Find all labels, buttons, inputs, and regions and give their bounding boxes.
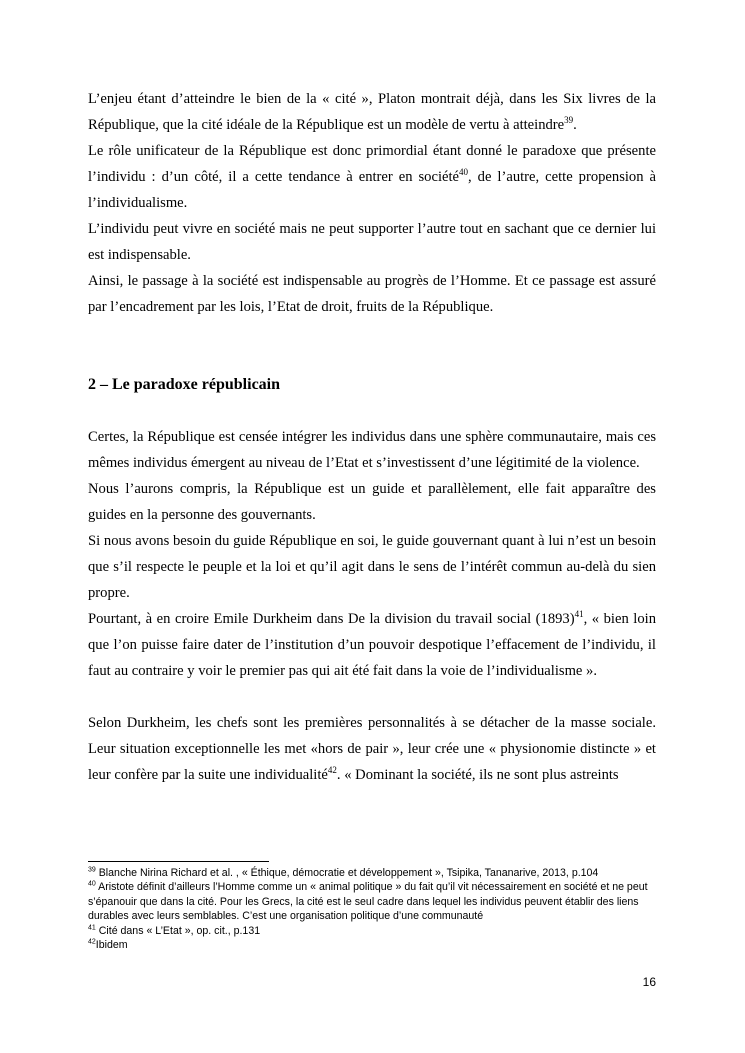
footnote-number: 39 [88,866,96,874]
footnote: $^{42}$Ibidem [88,938,128,952]
paragraph: Si nous avons besoin du guide République en soi, le guide gouvernant quant à lui n’est un besoin que s’il respecte le peuple et la loi et qu’il agit dans le sens de l’intérêt commun au-delà du sien propre. [88,533,656,601]
footnote-separator [88,861,269,862]
paragraph: Selon Durkheim, les chefs sont les premières personnalités à se détacher de la masse sociale. Leur situation exceptionnelle les met «hors de pair », leur crée une « physionomie distincte » et leur confère par la suite une individualité$^{42}$. « Dominant la société, ils ne sont plus astreints [88,715,656,783]
footnote: $^{41}$ Cité dans « L’Etat », op. cit., p.131 [88,924,261,937]
footnote-number: 41 [88,924,96,932]
paragraph: L’enjeu étant d’atteindre le bien de la « cité », Platon montrait déjà, dans les Six livres de la République, que la cité idéale de la République est un modèle de vertu à atteindre$^{39}$. [88,91,656,133]
footnotes [88,866,656,952]
paragraph: Pourtant, à en croire Emile Durkheim dans De la division du travail social $(1893)^{41}$, « bien loin que l’on puisse faire dater de l’institution d’un pouvoir despotique l’effacement de l’individu, il faut au contraire y voir le premier pas qui ait été fait dans la voie de l’individualisme ». [88,609,656,679]
spacer [88,320,656,372]
paragraph: L’individu peut vivre en société mais ne peut supporter l’autre tout en sachant que ce dernier lui est indispensable. [88,221,656,263]
footnote: $^{39}$ Blanche Nirina Richard et al. , « Éthique, démocratie et développement », Tsipika, Tananarive, 2013, p.104 [88,866,599,879]
page-number: 16 [642,975,656,989]
footnote-ref[interactable]: 40 [459,167,469,178]
footnote-ref[interactable]: 42 [327,765,337,776]
footnote-number: 40 [88,880,96,888]
footnote-ref[interactable]: 39 [564,115,574,126]
section-heading: 2 – Le paradoxe républicain [88,376,281,393]
paragraph: Ainsi, le passage à la société est indispensable au progrès de l’Homme. Et ce passage est assuré par l’encadrement par les lois, l’Etat de droit, fruits de la République. [88,273,656,315]
paragraph: Le rôle unificateur de la République est donc primordial étant donné le paradoxe que présente l’individu : d’un côté, il a cette tendance à entrer en société$^{40}$, de l’autre, cette propension à l’individualisme. [88,143,656,211]
footnote-ref[interactable]: 41 [574,609,584,620]
footnote: $^{40}$ Aristote définit d’ailleurs l’Homme comme un « animal politique » du fait qu’il vit nécessairement en société et ne peut s’épanouir que dans la cité. Pour les Grecs, la cité est le seul cadre dans lequel les individus peuvent établir des liens durables avec leurs semblables. C’est une organisation politique d’une communauté [88,880,648,923]
body-text [88,86,656,788]
spacer [88,684,656,710]
footnote-number: 42 [88,938,96,946]
spacer [88,398,656,424]
paragraph: Nous l’aurons compris, la République est un guide et parallèlement, elle fait apparaître des guides en la personne des gouvernants. [88,481,656,523]
paragraph: Certes, la République est censée intégrer les individus dans une sphère communautaire, mais ces mêmes individus émergent au niveau de l’Etat et s’investissent d’une légitimité de la violence. [88,429,656,471]
